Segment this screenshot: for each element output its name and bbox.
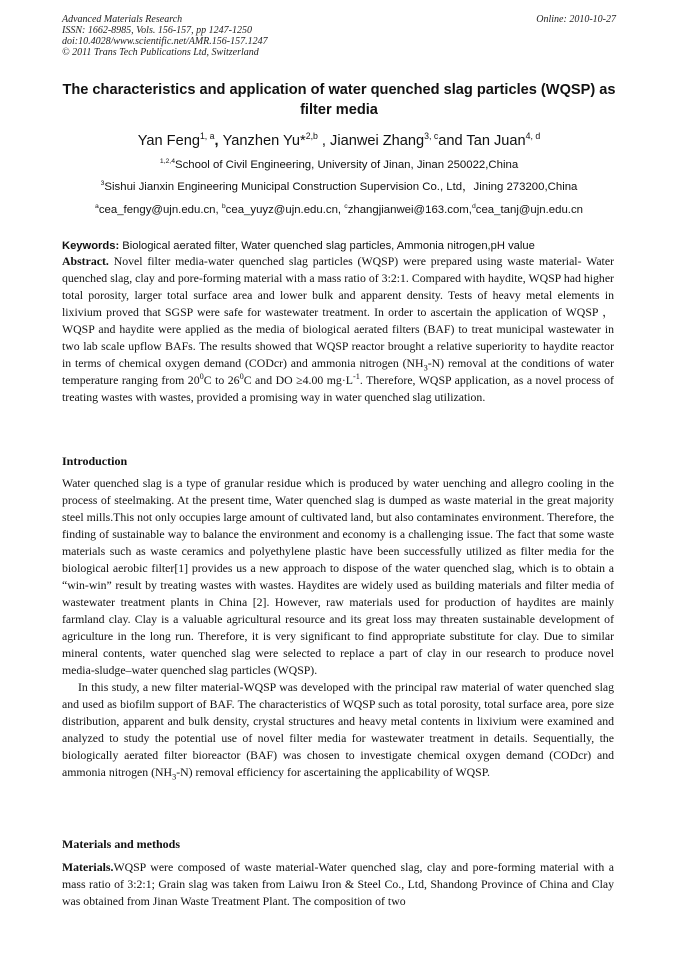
author-affiliation-mark: 3, c xyxy=(424,131,439,142)
issn-line: ISSN: 1662-8985, Vols. 156-157, pp 1247-1250 xyxy=(62,25,252,36)
affiliation-mark: 3 xyxy=(100,180,105,188)
paper-title: The characteristics and application of water quenched slag particles (WQSP) as filter media xyxy=(62,82,616,118)
abstract xyxy=(62,253,614,406)
author-affiliation-mark: 4, d xyxy=(525,131,541,142)
author-affiliation-mark: 1, a xyxy=(199,131,215,142)
superscript: 0 xyxy=(199,372,204,382)
paragraph-text: -N) removal efficiency for ascertaining the applicability of WQSP. xyxy=(176,765,490,779)
doi-line: doi:10.4028/www.scientific.net/AMR.156-157.1247 xyxy=(62,36,268,47)
keywords-label: Keywords: xyxy=(62,240,120,252)
author-affiliation-mark: 2,b xyxy=(305,131,318,142)
affiliation xyxy=(62,180,616,194)
introduction-body xyxy=(62,475,614,781)
abstract-text: C and DO ≥4.00 mg·L xyxy=(243,373,353,387)
author-separator: , xyxy=(317,133,331,149)
affiliation xyxy=(62,158,616,172)
email-mark: d xyxy=(471,203,476,211)
author-name: Yanzhen Yu* xyxy=(222,133,306,149)
abstract-text: . Therefore, WQSP application, as a novel process of treating wastes with wastes, provided a promising way in water quenched slag utilization. xyxy=(62,373,614,404)
abstract-text: -N) removal at the conditions of water temperature ranging from 20 xyxy=(62,356,614,387)
running-header xyxy=(62,14,616,58)
subscript: 3 xyxy=(172,772,177,782)
introduction-paragraph: Water quenched slag is a type of granular residue which is produced by water uenching and allegro cooling in the process of steelmaking. At the present time, Water quenched slag is dumped as waste material in the great majority steel mills.This not only occupies large amount of cultivated land, but also contaminates environment. Therefore, the finding of sustainable way to balance the environment and economy is a challenging issue. The fact that some waste materials such as waste ceramics and polyethylene plastic have been successfully utilized as filter media for the biological aerobic filter[1] provides us a new approach to dispose of the water quenched slag, which is to obtain a “win-win” result by treating wastes with wastes. Haydites are widely used as building materials and filter media of wastewater treatment plants in China [2]. However, raw materials used for production of haydites are mainly farmland clay. Clay is a valuable agricultural resource and its great loss may threaten sustainable development of agriculture in the long run. Therefore, it is very significant to find appropriate substitute for clay. Due to similar mineral contents, water quenched slag were selected to replace a part of clay in our research to produce novel media-sludge–water quenched slag particles (WQSP). xyxy=(62,476,614,677)
author-separator: , xyxy=(214,133,223,149)
superscript: -1 xyxy=(352,372,360,382)
email: cea_yuyz@ujn.edu.cn, xyxy=(225,204,345,216)
author-name: Jianwei Zhang xyxy=(330,133,425,149)
section-heading-materials-methods: Materials and methods xyxy=(62,837,180,851)
email: zhangjianwei@163.com, xyxy=(347,204,472,216)
email-mark: c xyxy=(344,203,348,211)
affiliation-mark: 1,2,4 xyxy=(159,158,175,166)
email: cea_fengy@ujn.edu.cn, xyxy=(98,204,222,216)
author-name: Tan Juan xyxy=(466,133,526,149)
materials-label: Materials. xyxy=(62,860,114,874)
email-mark: b xyxy=(221,203,226,211)
affiliation-text: Sishui Jianxin Engineering Municipal Construction Supervision Co., Ltd，Jining 273200,China xyxy=(104,181,578,193)
abstract-label: Abstract. xyxy=(62,254,109,268)
materials-body xyxy=(62,859,614,910)
online-date: Online: 2010-10-27 xyxy=(536,14,616,25)
paragraph-text: In this study, a new filter material-WQSP was developed with the principal raw material of water quenched slag and used as biofilm support of BAF. The characteristics of WQSP such as total porosity, total surface area, pore size distribution, apparent and bulk density, crystal structures and heavy metal contents in lixivium were examined and analyzed to study the potential use of novel filter media for wastewater treatment in details. Sequentially, the biologically aerated filter bioreactor (BAF) was chosen to investigate chemical oxygen demand (CODcr) and ammonia nitrogen (NH xyxy=(62,680,614,779)
author-list xyxy=(62,131,616,151)
abstract-text: Novel filter media-water quenched slag particles (WQSP) were prepared using waste material- Water quenched slag, clay and pore-forming material with a mass ratio of 3:2:1. Compared with haydite, WQSP had higher total porosity, larger total surface area and lower bulk and apparent density. Tests of heavy metal elements in lixivium proved that SGSP were safe for wastewater treatment. In order to ascertain the application of WQSP ， WQSP and haydite were applied as the media of biological aerated filters (BAF) to treat municipal wastewater in two lab scale upflow BAFs. The results showed that WQSP reactor brought a relative superiority to haydite reactor in terms of chemical oxygen demand (CODcr) and ammonia nitrogen (NH xyxy=(62,254,614,370)
author-name: Yan Feng xyxy=(137,133,200,149)
introduction-paragraph xyxy=(62,679,614,781)
superscript: 0 xyxy=(239,372,244,382)
journal-name: Advanced Materials Research xyxy=(62,14,183,25)
keywords-text: Biological aerated filter, Water quenched slag particles, Ammonia nitrogen,pH value xyxy=(119,240,535,252)
section-heading-introduction: Introduction xyxy=(62,454,128,468)
copyright-line: © 2011 Trans Tech Publications Ltd, Switzerland xyxy=(62,47,259,58)
abstract-text: C to 26 xyxy=(203,373,240,387)
author-separator: and xyxy=(438,133,467,149)
subscript: 3 xyxy=(423,363,428,373)
affiliation-text: School of Civil Engineering, University of Jinan, Jinan 250022,China xyxy=(175,159,519,171)
email-mark: a xyxy=(95,203,99,211)
email: cea_tanj@ujn.edu.cn xyxy=(475,204,583,216)
email-list xyxy=(62,203,616,217)
keywords xyxy=(62,239,616,253)
abstract-paragraph xyxy=(62,253,614,406)
paragraph-text: WQSP were composed of waste material-Water quenched slag, clay and pore-forming material with a mass ratio of 3:2:1; Grain slag was taken from Laiwu Iron & Steel Co., Ltd, Shandong Province of China and Clay was obtained from Jinan Waste Treatment Plant. The composition of two xyxy=(62,860,614,908)
materials-paragraph xyxy=(62,859,614,910)
